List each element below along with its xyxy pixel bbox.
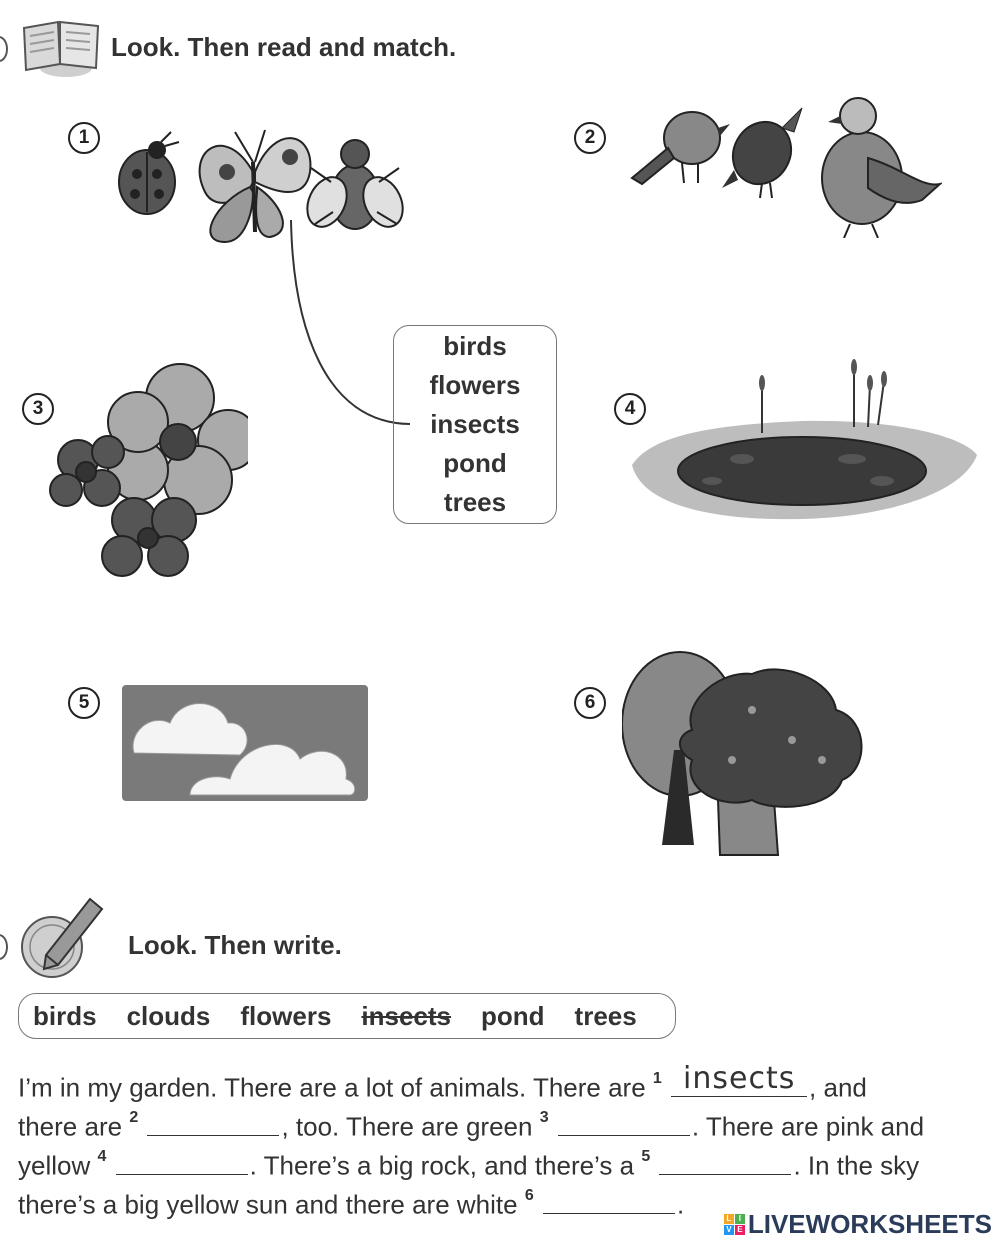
word-bank-item: flowers — [240, 1000, 332, 1031]
trees-picture — [622, 650, 872, 860]
text-segment: yellow — [18, 1150, 91, 1181]
word-box-item[interactable]: birds — [443, 331, 507, 361]
answer-text: insects — [683, 1060, 796, 1096]
answer-blank-2[interactable] — [147, 1111, 279, 1136]
text-segment: , too. There are green — [281, 1111, 533, 1142]
answer-blank-6[interactable] — [543, 1189, 675, 1214]
word-box — [393, 325, 557, 524]
text-segment: . There’s a big rock, and there’s a — [249, 1150, 635, 1181]
word-bank-item: clouds — [126, 1000, 211, 1031]
gap-number: 6 — [524, 1187, 534, 1204]
text-segment: . — [676, 1189, 685, 1220]
word-box-item[interactable]: trees — [443, 487, 507, 517]
gap-number: 4 — [97, 1148, 107, 1165]
flowers-picture — [38, 360, 248, 580]
word-box-item[interactable]: insects — [430, 409, 520, 439]
answer-blank-1[interactable] — [671, 1060, 807, 1097]
gap-number: 5 — [641, 1148, 651, 1165]
word-box-item[interactable]: pond — [443, 448, 507, 478]
gap-number: 2 — [129, 1109, 139, 1126]
open-book-icon — [18, 14, 104, 80]
word-bank — [18, 993, 676, 1039]
liveworksheets-logo — [724, 1209, 992, 1240]
item-number-5: 5 — [68, 687, 100, 719]
answer-blank-4[interactable] — [116, 1150, 248, 1175]
pond-picture — [622, 355, 982, 525]
exercise2-marker — [0, 934, 8, 960]
item-number-2: 2 — [574, 122, 606, 154]
word-box-item[interactable]: flowers — [429, 370, 521, 400]
text-segment: there’s a big yellow sun and there are white — [18, 1189, 518, 1220]
gap-number: 3 — [539, 1109, 549, 1126]
item-number-4: 4 — [614, 393, 646, 425]
clouds-picture — [120, 683, 370, 803]
birds-picture — [622, 88, 942, 238]
exercise1-instruction: Look. Then read and match. — [111, 32, 457, 62]
logo-text: LIVEWORKSHEETS — [747, 1209, 992, 1239]
word-bank-item: trees — [574, 1000, 637, 1031]
item-number-1: 1 — [68, 122, 100, 154]
item-number-6: 6 — [574, 687, 606, 719]
word-bank-item: birds — [33, 1000, 97, 1031]
word-bank-item: pond — [481, 1000, 545, 1031]
answer-blank-3[interactable] — [558, 1111, 690, 1136]
text-segment: . In the sky — [793, 1150, 920, 1181]
gap-fill-text — [18, 1060, 993, 1220]
word-bank-item-used: insects — [361, 1000, 452, 1031]
pencil-icon — [18, 895, 108, 981]
gap-number: 1 — [652, 1070, 662, 1087]
text-segment: , and — [809, 1072, 867, 1103]
text-segment: there are — [18, 1111, 123, 1142]
exercise1-marker — [0, 36, 8, 62]
text-segment: . There are pink and — [691, 1111, 925, 1142]
answer-blank-5[interactable] — [659, 1150, 791, 1175]
exercise2-instruction: Look. Then write. — [128, 930, 342, 960]
logo-mark-icon: L I V E — [724, 1214, 745, 1235]
item-number-3: 3 — [22, 393, 54, 425]
text-segment: I’m in my garden. There are a lot of animals. There are — [18, 1072, 646, 1103]
